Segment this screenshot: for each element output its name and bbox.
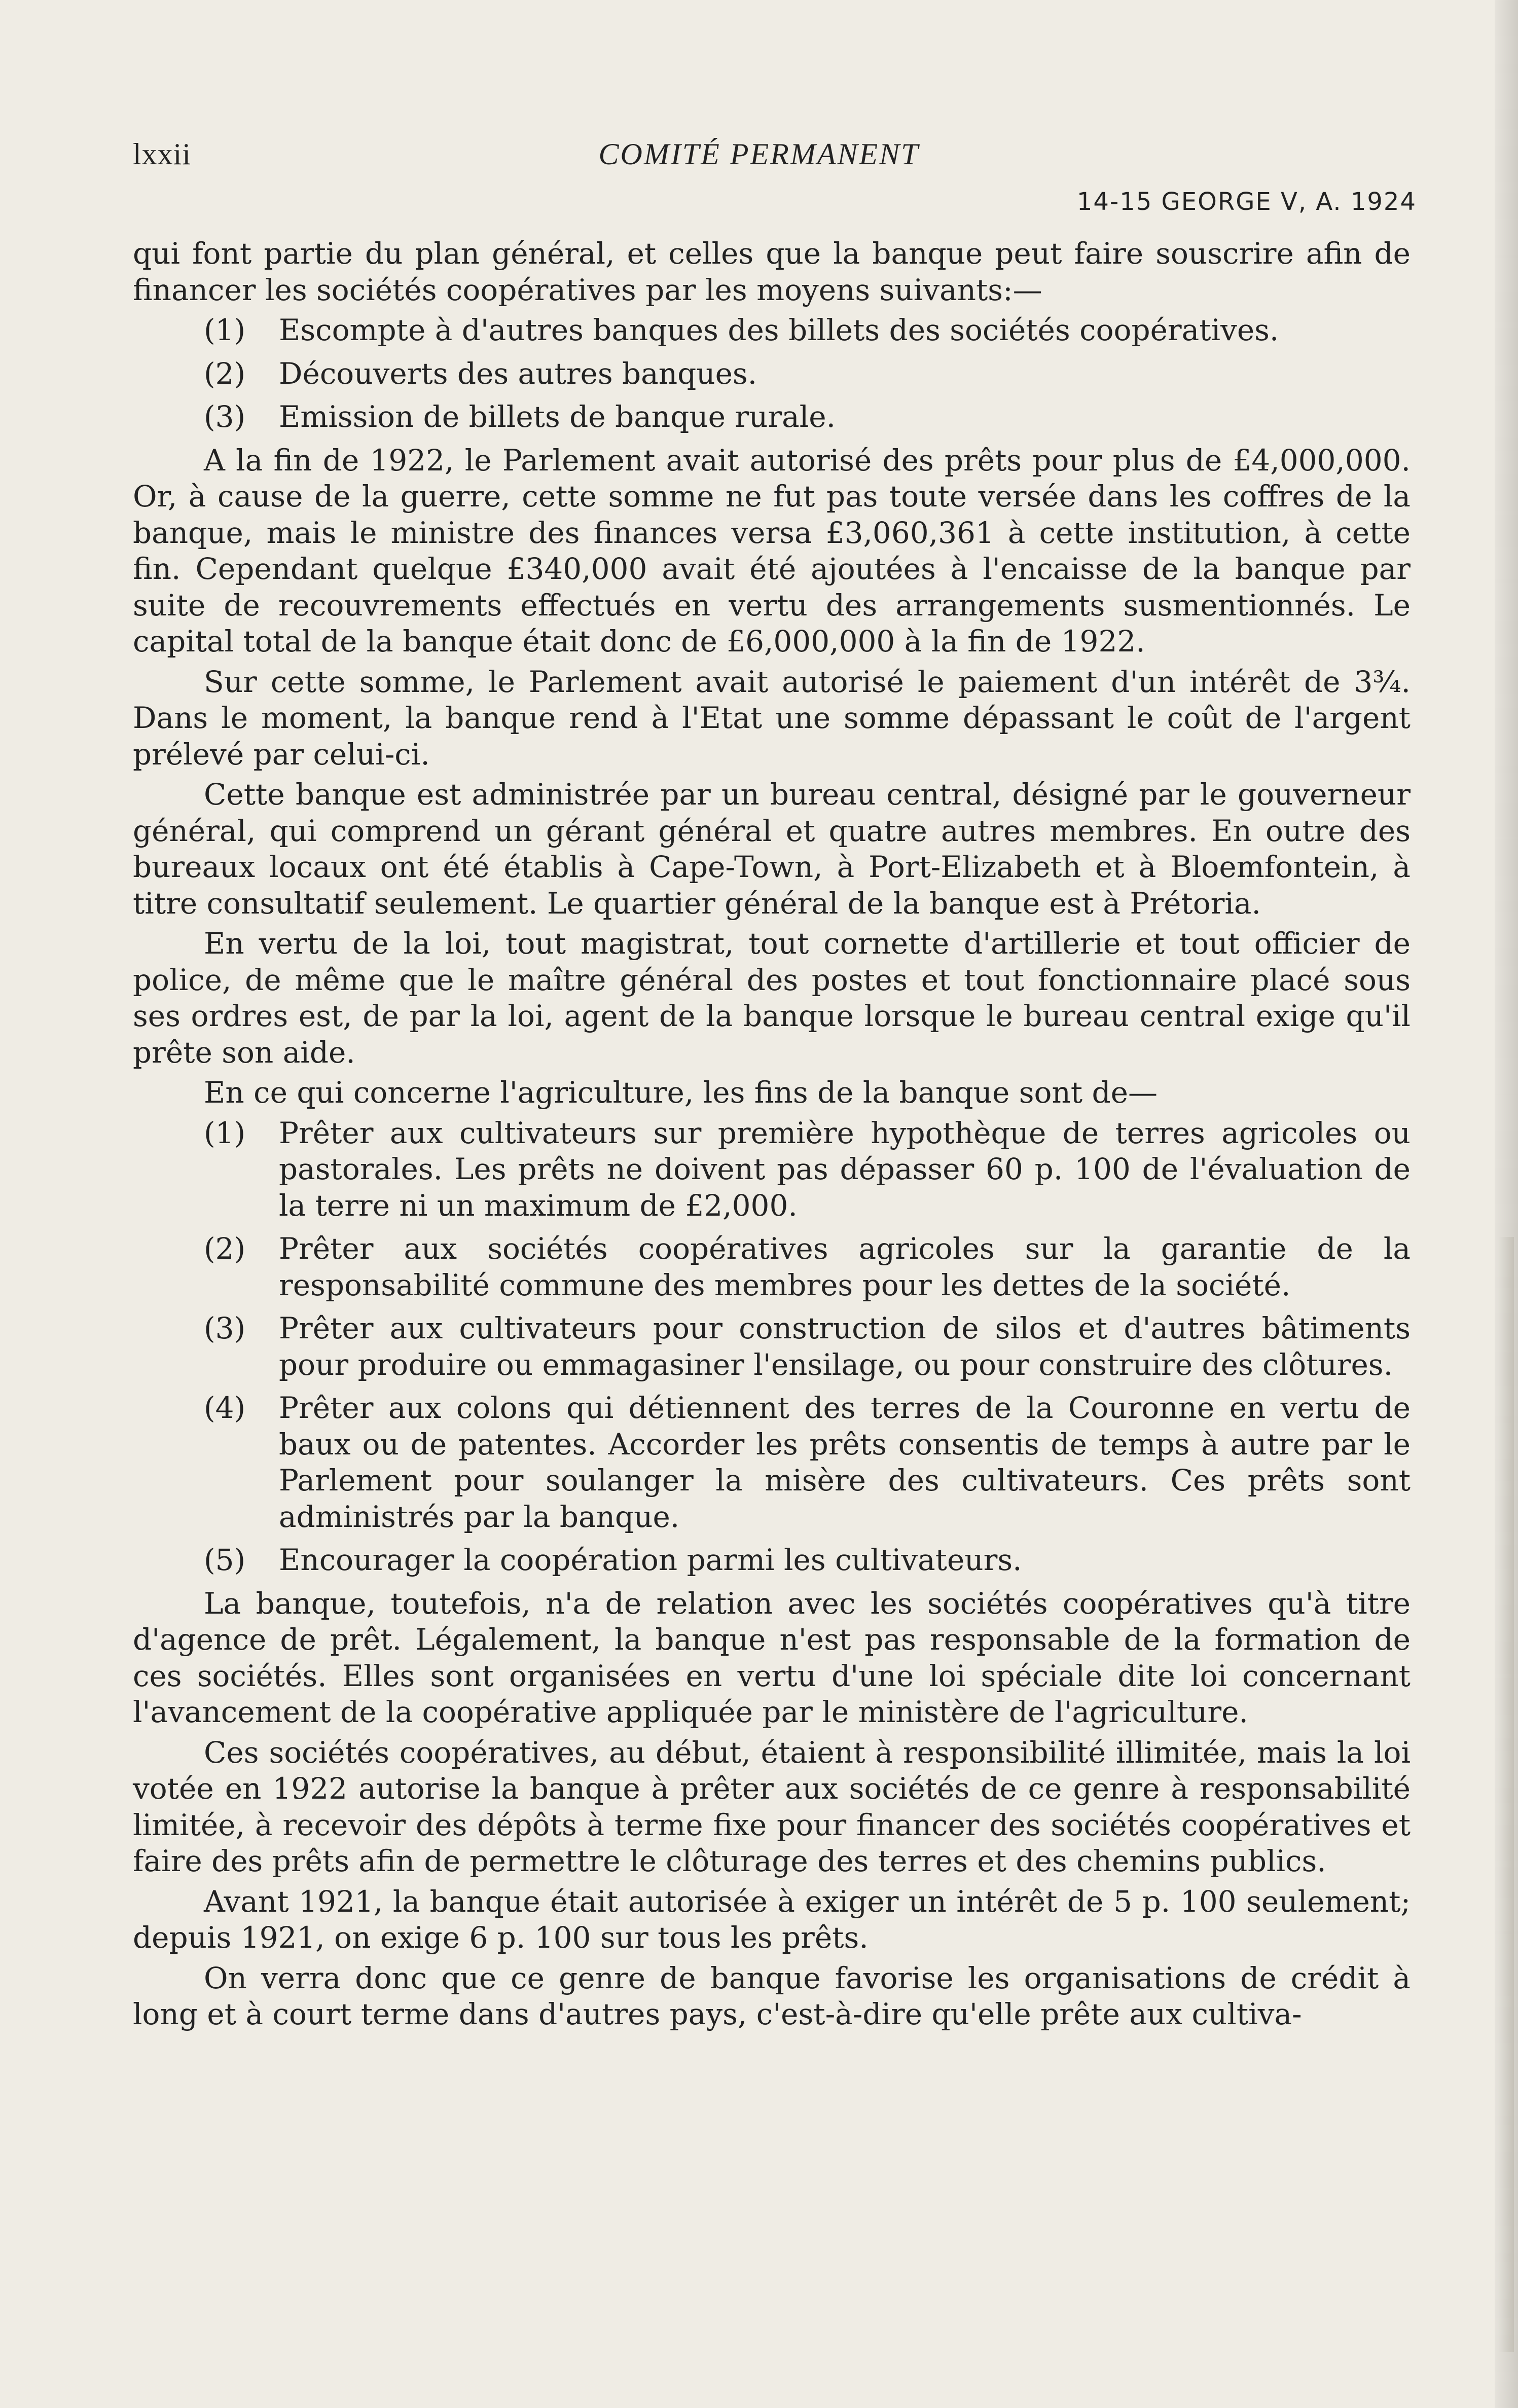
- page-header: [0, 0, 1518, 233]
- list-text: Prêter aux sociétés coopératives agricoles sur la garantie de la responsabilité commune des membres pour les dettes de la société.: [279, 1231, 1411, 1302]
- paragraph: Avant 1921, la banque était autorisée à exiger un intérêt de 5 p. 100 seulement; depuis 1921, on exige 6 p. 100 sur tous les prêts.: [133, 1884, 1411, 1955]
- list-item: [133, 356, 1411, 392]
- list-number: (1): [204, 313, 246, 347]
- paragraph: En vertu de la loi, tout magistrat, tout cornette d'artillerie et tout officier de police, de même que le maître général des postes et tout fonctionnaire placé sous ses ordres est, de par la loi, agent de la banque lorsque le bureau central exige qu'il prête son aide.: [133, 926, 1411, 1070]
- list-text: Découverts des autres banques.: [279, 356, 757, 391]
- paragraph: Sur cette somme, le Parlement avait autorisé le paiement d'un intérêt de 3¾. Dans le moment, la banque rend à l'Etat une somme dépassant le coût de l'argent prélevé par celui-ci.: [133, 664, 1411, 772]
- paragraph: En ce qui concerne l'agriculture, les fins de la banque sont de—: [204, 1075, 1158, 1110]
- list-item: [133, 312, 1411, 349]
- page-body: [133, 236, 1411, 2037]
- session-line: 14-15 GEORGE V, A. 1924: [1076, 188, 1417, 216]
- list-text: Prêter aux cultivateurs sur première hypothèque de terres agricoles ou pastorales. Les prêts ne doivent pas dépasser 60 p. 100 de l'évaluation de la terre ni un maximum de £2,000.: [279, 1115, 1411, 1223]
- list-number: (4): [204, 1391, 246, 1425]
- list-text: Escompte à d'autres banques des billets des sociétés coopératives.: [279, 313, 1279, 347]
- list-number: (1): [204, 1115, 246, 1150]
- list-text: Prêter aux colons qui détiennent des terres de la Couronne en vertu de baux ou de patentes. Accorder les prêts consentis de temps à autre par le Parlement pour soulanger la misère des cultivateurs. Ces prêts sont administrés par la banque.: [279, 1391, 1411, 1534]
- list-text: Encourager la coopération parmi les cultivateurs.: [279, 1543, 1022, 1577]
- list-item: [133, 1231, 1411, 1303]
- paragraph: qui font partie du plan général, et celles que la banque peut faire souscrire afin de financer les sociétés coopératives par les moyens suivants:—: [133, 236, 1411, 307]
- paragraph: A la fin de 1922, le Parlement avait autorisé des prêts pour plus de £4,000,000. Or, à cause de la guerre, cette somme ne fut pas toute versée dans les coffres de la banque, mais le ministre des finances versa £3,060,361 à cette institution, à cette fin. Cependant quelque £340,000 avait été ajoutées à l'encaisse de la banque par suite de recouvrements effectués en vertu des arrangements susmentionnés. Le capital total de la banque était donc de £6,000,000 à la fin de 1922.: [133, 443, 1411, 659]
- list-text: Emission de billets de banque rurale.: [279, 399, 836, 434]
- list-number: (2): [204, 1231, 246, 1266]
- list-number: (5): [204, 1543, 246, 1577]
- list-number: (2): [204, 356, 246, 391]
- paragraph: On verra donc que ce genre de banque favorise les organisations de crédit à long et à court terme dans d'autres pays, c'est-à-dire qu'elle prête aux cultiva-: [133, 1960, 1411, 2031]
- list-text: Prêter aux cultivateurs pour construction de silos et d'autres bâtiments pour produire ou emmagasiner l'ensilage, ou pour construire des clôtures.: [279, 1311, 1411, 1382]
- list-number: (3): [204, 1311, 246, 1345]
- list-item: [133, 1390, 1411, 1535]
- paragraph: Ces sociétés coopératives, au début, étaient à responsibilité illimitée, mais la loi votée en 1922 autorise la banque à prêter aux sociétés de ce genre à responsabilité limitée, à recevoir des dépôts à terme fixe pour financer des sociétés coopératives et faire des prêts afin de permettre le clôturage des terres et des chemins publics.: [133, 1735, 1411, 1878]
- page-number: lxxii: [133, 137, 192, 171]
- list-item: [133, 399, 1411, 435]
- list-item: [133, 1115, 1411, 1224]
- paragraph: La banque, toutefois, n'a de relation avec les sociétés coopératives qu'à titre d'agence de prêt. Légalement, la banque n'est pas responsable de la formation de ces sociétés. Elles sont organisées en vertu d'une loi spéciale dite loi concernant l'avancement de la coopérative appliquée par le ministère de l'agriculture.: [133, 1586, 1411, 1729]
- running-title: COMITÉ PERMANENT: [598, 137, 920, 171]
- list-item: [133, 1542, 1411, 1579]
- paragraph: Cette banque est administrée par un bureau central, désigné par le gouverneur général, qui comprend un gérant général et quatre autres membres. En outre des bureaux locaux ont été établis à Cape-Town, à Port-Elizabeth et à Bloemfontein, à titre consultatif seulement. Le quartier général de la banque est à Prétoria.: [133, 777, 1411, 921]
- list-number: (3): [204, 399, 246, 434]
- page-stain: [1499, 1237, 1514, 2352]
- list-item: [133, 1310, 1411, 1383]
